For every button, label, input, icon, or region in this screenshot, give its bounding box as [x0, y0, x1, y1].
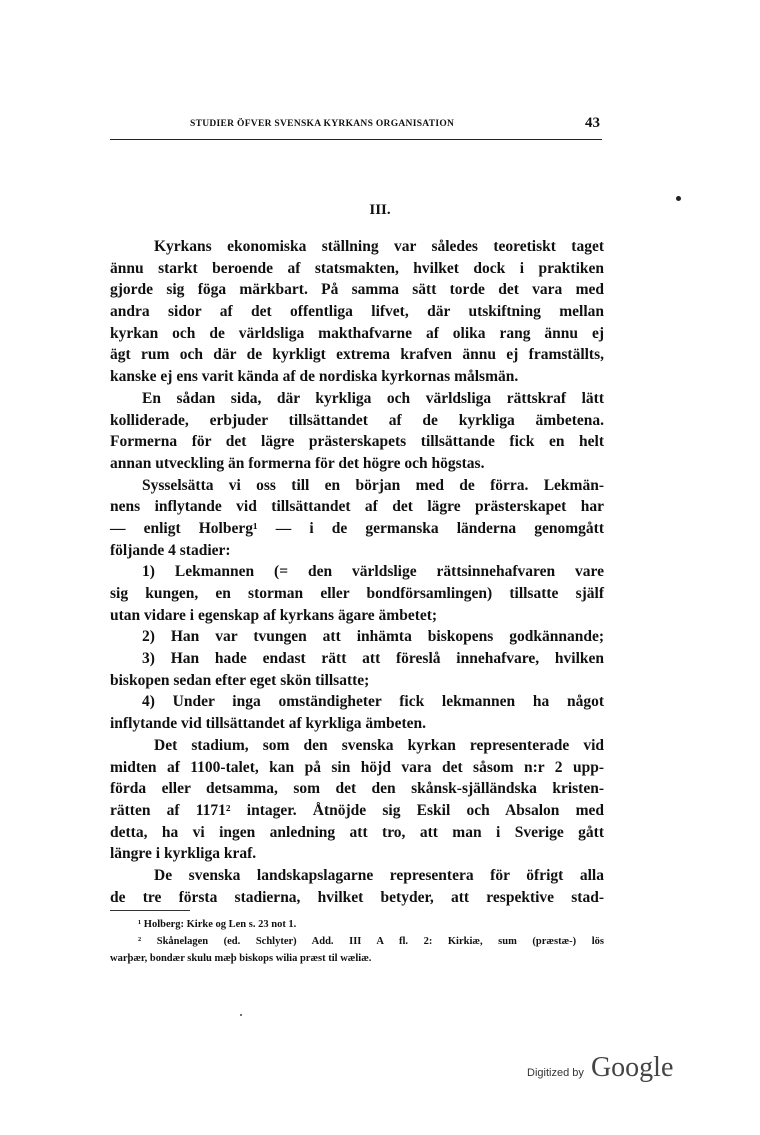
- body-line: Formerna för det lägre prästerskapets tillsättande fick en helt: [110, 433, 604, 451]
- body-line: inflytande vid tillsättandet af kyrkliga ämbeten.: [110, 715, 427, 733]
- body-line: längre i kyrkliga kraf.: [110, 845, 257, 863]
- body-line: kolliderade, erbjuder tillsättandet af de kyrkliga ämbetena.: [110, 411, 604, 429]
- body-line: de tre första stadierna, hvilket betyder, att respektive stad-: [110, 888, 604, 906]
- body-line: 2) Han var tvungen att inhämta biskopens godkännande;: [142, 628, 604, 646]
- body-line: 3) Han hade endast rätt att föreslå innehafvare, hvilken: [142, 650, 604, 668]
- body-line: ägt rum och där de kyrkligt extrema krafven ännu ej framställts,: [110, 346, 604, 364]
- body-line: Det stadium, som den svenska kyrkan representerade vid: [154, 736, 604, 754]
- footnote: ¹ Holberg: Kirke og Len s. 23 not 1.: [138, 919, 297, 930]
- body-line: ännu starkt beroende af statsmakten, hvilket dock i praktiken: [110, 259, 604, 277]
- body-line: 4) Under inga omständigheter fick lekmannen ha något: [142, 693, 604, 711]
- body-line: kyrkan och de världsliga makthafvarne af olika rang ännu ej: [110, 324, 604, 342]
- section-heading: III.: [369, 202, 391, 218]
- body-line: En sådan sida, där kyrkliga och världsliga rättskraf lätt: [142, 389, 604, 407]
- watermark-small-text: Digitized by: [527, 1067, 584, 1079]
- small-dot: [240, 1014, 242, 1016]
- body-line: andra sidor af det offentliga lifvet, där utskiftning mellan: [110, 303, 604, 321]
- footnotes: [110, 916, 604, 967]
- body-line: förda eller detsamma, som det den skånsk-själländska kristen-: [110, 780, 604, 798]
- running-title: STUDIER ÖFVER SVENSKA KYRKANS ORGANISATION: [190, 119, 455, 129]
- footnote-rule: [110, 910, 190, 911]
- body-line: rätten af 1171² intager. Åtnöjde sig Eskil och Absalon med: [110, 801, 604, 819]
- body-line: biskopen sedan efter eget skön tillsatte;: [110, 671, 370, 689]
- footnote: ² Skånelagen (ed. Schlyter) Add. III A fl. 2: Kirkiæ, sum (præstæ-) lös: [138, 936, 604, 947]
- body-line: sig kungen, en storman eller bondförsamlingen) tillsatte själf: [110, 585, 604, 602]
- body-line: 1) Lekmannen (= den världslige rättsinnehafvaren vare: [142, 563, 604, 581]
- body-line: Kyrkans ekonomiska ställning var således teoretiskt taget: [154, 238, 604, 255]
- digitized-by-google-watermark: [527, 1052, 673, 1092]
- body-line: följande 4 stadier:: [110, 541, 231, 559]
- body-line: De svenska landskapslagarne representera för öfrigt alla: [154, 866, 604, 884]
- google-logo: Google: [590, 1052, 674, 1083]
- running-header: [110, 117, 602, 140]
- body-line: utan vidare i egenskap af kyrkans ägare ämbetet;: [110, 606, 438, 624]
- body-line: Sysselsätta vi oss till en början med de förra. Lekmän-: [142, 476, 604, 494]
- footnote: warþær, bondær skulu mæþ biskops wilia præst til wæliæ.: [110, 953, 372, 964]
- body-line: kanske ej ens varit kända af de nordiska kyrkornas målsmän.: [110, 368, 519, 386]
- body-line: nens inflytande vid tillsättandet af det lägre prästerskapet har: [110, 498, 604, 516]
- page-number: 43: [585, 115, 600, 131]
- body-line: gjorde sig föga märkbart. På samma sätt torde det vara med: [110, 281, 604, 299]
- body-line: midten af 1100-talet, kan på sin höjd vara det såsom n:r 2 upp-: [110, 758, 604, 776]
- body-text: [110, 236, 604, 908]
- body-line: detta, ha vi ingen anledning att tro, att man i Sverige gått: [110, 823, 604, 841]
- body-line: annan utveckling än formerna för det högre och högstas.: [110, 454, 485, 472]
- margin-dot: [676, 196, 681, 201]
- body-line: — enligt Holberg¹ — i de germanska länderna genomgått: [110, 519, 604, 537]
